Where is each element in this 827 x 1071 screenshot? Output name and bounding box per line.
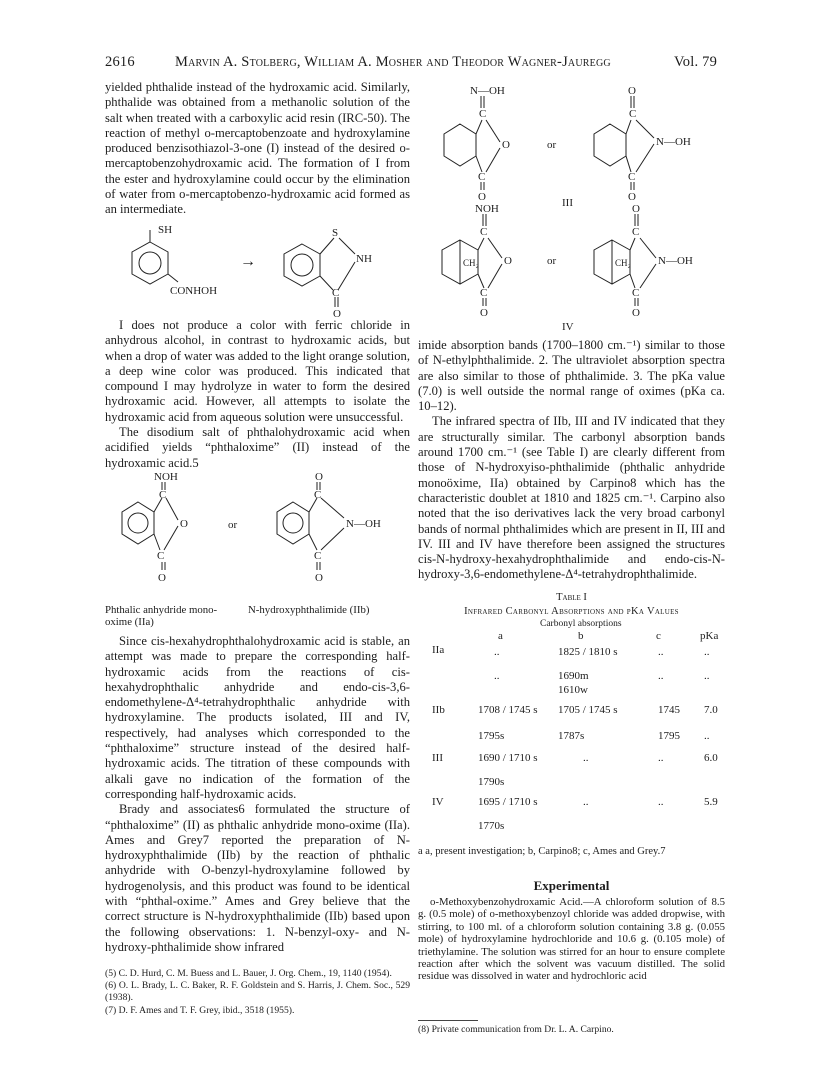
n-oh-label: N—OH: [346, 518, 381, 530]
structure-i-scheme: [110, 222, 410, 318]
c-label: C: [632, 226, 640, 238]
o-label: O: [502, 139, 510, 151]
o-label: O: [628, 85, 636, 97]
c-label: C: [314, 550, 322, 562]
experimental-heading: Experimental: [533, 878, 610, 893]
c-label: C: [314, 489, 322, 501]
footnote-8: (8) Private communication from Dr. L. A. Carpino.: [418, 1024, 614, 1035]
o-label: O: [315, 572, 323, 584]
or-label: or: [547, 255, 557, 267]
n-oh-label: N—OH: [470, 85, 505, 97]
noh-label: NOH: [154, 471, 178, 483]
or-label: or: [547, 139, 557, 151]
volume: Vol. 79: [674, 54, 718, 70]
ch2-label: CH₂: [615, 258, 631, 268]
noh-label: NOH: [475, 203, 499, 215]
o-label: O: [158, 572, 166, 584]
caption-iib: N-hydroxyphthalimide (IIb): [248, 604, 370, 616]
n-oh-label: N—OH: [656, 136, 691, 148]
n-oh-label: N—OH: [658, 255, 693, 267]
table-col-pka: pKa: [700, 630, 719, 642]
o-label: O: [333, 308, 341, 318]
c-label: C: [157, 550, 165, 562]
left-footnotes: (5) C. D. Hurd, C. M. Buess and L. Bauer, J. Org. Chem., 19, 1140 (1954). (6) O. L. Brady, L. C. Baker, R. F. Goldstein and S. Harris, J. Chem. Soc., 529 (1938). (7) D. F. Ames and T. F. Grey, ibid., 3518 (1955).: [105, 968, 410, 1016]
s-label: S: [332, 227, 339, 239]
iii-label: III: [562, 197, 573, 209]
table-title: Infrared Carbonyl Absorptions and pKa Values: [464, 606, 679, 617]
o-label: O: [180, 518, 188, 530]
table-col-a: a: [498, 630, 503, 642]
caption-iia: Phthalic anhydride mono-oxime (IIa): [105, 604, 218, 628]
structure-iii-iv-scheme: [420, 82, 720, 342]
table-i: a b c pKa IIa .. 1825 / 1810 s .. .. .. 1690m .. .. 1610w IIb 1708 / 1745 s 1705 / 1745 s 1745 7.0 1795s 1787s 1795 .. III 1690 / 1710 s .. .. 6.0 1790s IV 1695 / 1710 s .. .. 5.9 1770s: [432, 630, 719, 832]
reaction-arrow: →: [240, 253, 256, 270]
c-label: C: [479, 108, 487, 120]
sh-label: SH: [158, 224, 173, 236]
ch2-label: CH₂: [463, 258, 479, 268]
o-label: O: [504, 255, 512, 267]
c-label: C: [480, 226, 488, 238]
c-label: C: [628, 171, 636, 183]
table-label: Table I: [556, 592, 587, 603]
left-para-2: I does not produce a color with ferric chloride in anhydrous alcohol, in contrast to hydroxamic acids, but when a drop of water was added to the light orange solution, a deep wine color was produced. This indicated that compound I may hydrolyze in water to form the desired hydroxamic acid. However, all attempts to isolate the hydroxamic acid from aqueous solution were unsuccessful. The disodium salt of phthalohydroxamic acid when acidified yields “phthaloxime” (II) instead of the hydroxamic acid.5: [105, 318, 410, 470]
o-label: O: [628, 191, 636, 203]
table-footnote: a a, present investigation; b, Carpino8; c, Ames and Grey.7: [418, 846, 666, 857]
structure-ii-scheme: [110, 470, 410, 610]
o-label: O: [632, 203, 640, 215]
left-para-3: Since cis-hexahydrophthalohydroxamic acid is stable, an attempt was made to prepare the corresponding half-hydroxamic acids from the reactions of cis-hexahydrophthalic anhydride and endo-cis-3,6-endomethylene-Δ⁴-tetrahydrophthalic anhydride with hydroxylamine. The products isolated, III and IV, respectively, had analyses which corresponded to the “phthaloxime” structure instead of the desired half-hydroxamic acids. The titration of these compounds with alkali gave no indication of the formation of the corresponding half-hydroxamic acids. Brady and associates6 formulated the structure of “phthaloxime” (II) as phthalic anhydride mono-oxime (IIa). Ames and Grey7 reported the preparation of N-hydroxyphthalimide (IIb) by the reaction of phthalic anhydride with O-benzyl-hydroxylamine followed by hydrogenolysis, and this product was found to be identical with “phthal-oxime.” Ames and Grey believe that the correct structure is N-hydroxyphthalimide (IIb) based upon the following observations: 1. N-benzyl-oxy- and N-hydroxy-phthalimide show infrared: [105, 634, 410, 954]
table-col-c: c: [656, 630, 661, 642]
nh-label: NH: [356, 253, 372, 265]
table-group-header: Carbonyl absorptions: [540, 619, 622, 629]
o-label: O: [478, 191, 486, 203]
experimental-text: o-Methoxybenzohydroxamic Acid.—A chloroform solution of 8.5 g. (0.5 mole) of o-methoxybenzoyl chloride was added dropwise, with stirring, to 100 ml. of a chloroform solution containing 3.8 g. (0.055 mole) of hydroxylamine hydrochloride and 10.6 g. (0.105 mole) of triethylamine. The solution was stirred for an hour to ensure complete reaction after which the solvent was vacuum distilled. The solid residue was dissolved in water and hydrochloric acid: [418, 896, 725, 983]
c-label: C: [478, 171, 486, 183]
table-col-b: b: [578, 630, 584, 642]
o-label: O: [480, 307, 488, 319]
right-paras: imide absorption bands (1700–1800 cm.⁻¹) similar to those of N-ethylphthalimide. 2. The ultraviolet absorption spectra are also similar to those of phthalimide. 3. The pKa value (7.0) is well outside the normal range of oximes (pKa ca. 10–12). The infrared spectra of IIb, III and IV indicated that they are structurally similar. The carbonyl absorption bands around 1700 cm.⁻¹ (see Table I) are clearly different from those of N-hydroxyiso-phthalimide (phthalic anhydride monoöxime, IIa) obtained by Carpino8 which has the characteristic doublet at 1810 and 1825 cm.⁻¹. Carpino also noted that the iso derivatives lack the very broad carbonyl bands of normal phthalimides which are present in II, III and IV. III and IV have therefore been assigned the structures cis-N-hydroxy-hexahydrophthalimide and endo-cis-N-hydroxy-3,6-endomethylene-Δ⁴-tetrahydrophthalimide.: [418, 338, 725, 582]
left-para-1: yielded phthalide instead of the hydroxamic acid. Similarly, phthalide was obtained from a methanolic solution of the salt when treated with a carboxylic acid resin (IRC-50). The reaction of methyl o-mercaptobenzoate and hydroxylamine produced benzisothiazol-3-one (I) instead of the desired o-mercaptobenzohydroxamic acid. The formation of I from the ester and hydroxylamine could occur by the elimination of water from o-mercaptobenzo-hydroxamic acid formed as an intermediate.: [105, 80, 410, 217]
footnote-divider: [418, 1020, 478, 1021]
c-label: C: [159, 489, 167, 501]
o-label: O: [632, 307, 640, 319]
c-label: C: [332, 287, 340, 299]
c-label: C: [480, 287, 488, 299]
c-label: C: [629, 108, 637, 120]
running-authors: Marvin A. Stolberg, William A. Mosher and Theodor Wagner-Jauregg: [175, 54, 611, 70]
o-label: O: [315, 471, 323, 483]
conhoh-label: CONHOH: [170, 285, 218, 297]
page-number: 2616: [105, 54, 135, 70]
or-label: or: [228, 519, 238, 531]
c-label: C: [632, 287, 640, 299]
iv-label: IV: [562, 321, 574, 333]
